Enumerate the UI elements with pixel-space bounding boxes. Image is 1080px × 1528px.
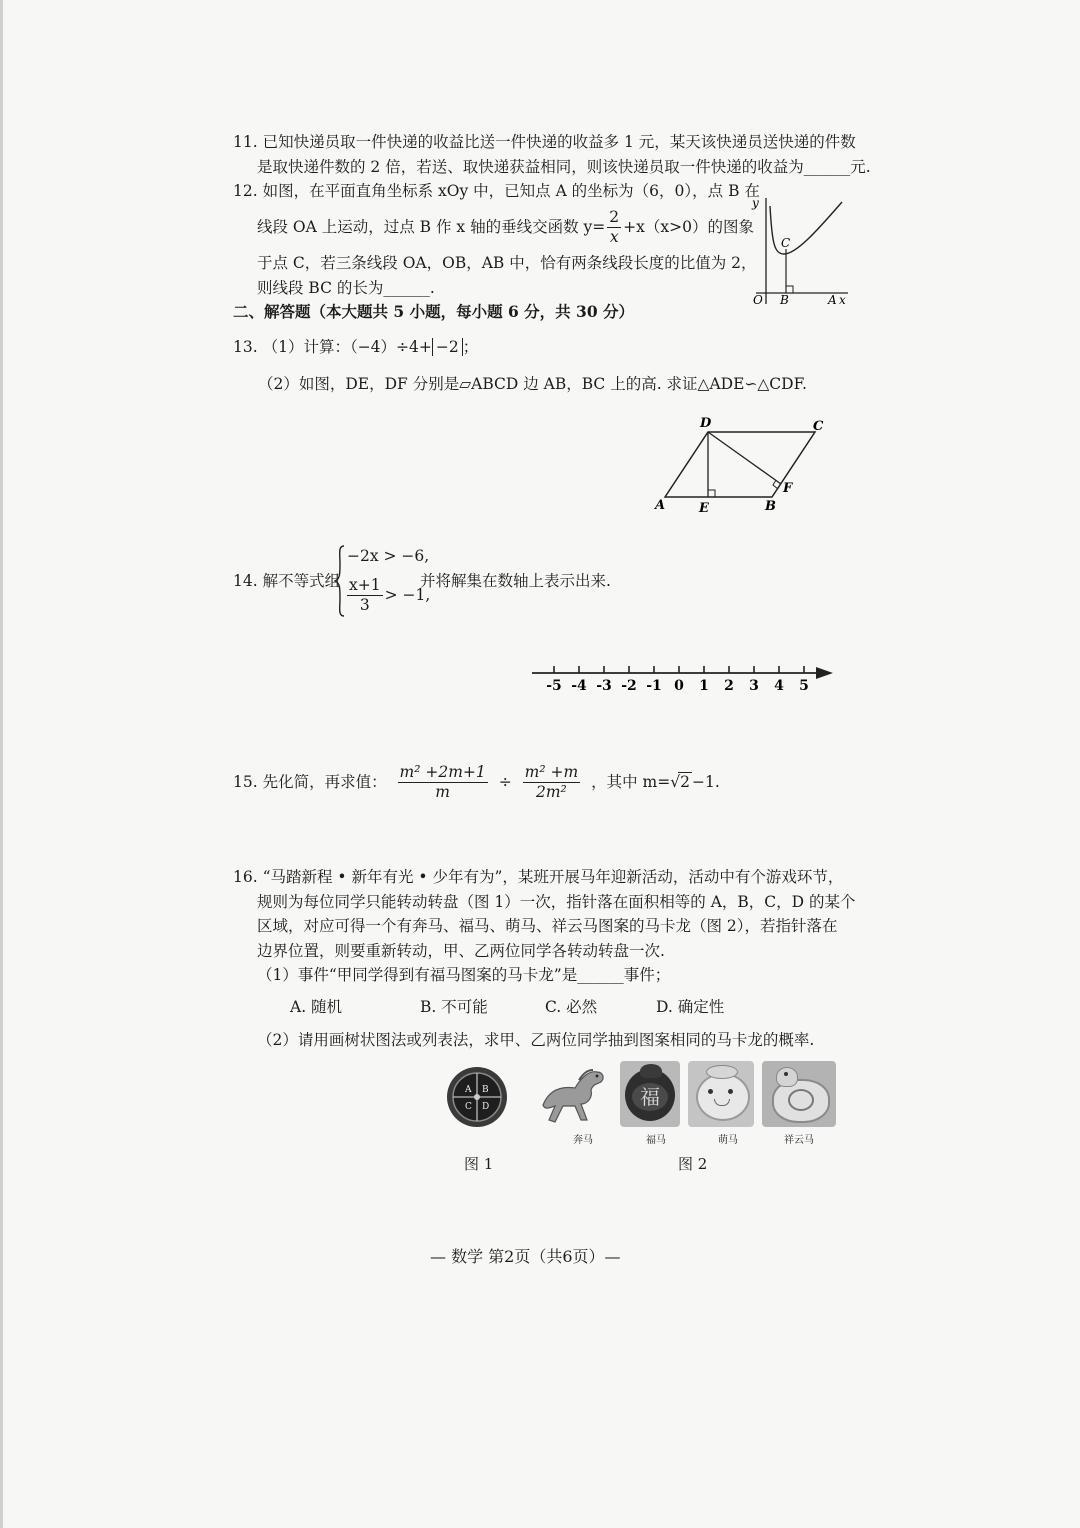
q15-f1-den: m	[435, 783, 450, 802]
q12-fraction	[607, 208, 621, 248]
q15-suffix: −1.	[691, 772, 720, 791]
label-a: A	[655, 498, 666, 513]
q12-graph	[748, 192, 852, 310]
q12-line1: 12. 如图，在平面直角坐标系 xOy 中，已知点 A 的坐标为（6，0），点 B 在	[233, 182, 760, 200]
q16-line3: 区域，对应可得一个有奔马、福马、萌马、祥云马图案的马卡龙（图 2），若指针落在	[257, 917, 838, 935]
q15-f2-num: m² +m	[523, 763, 581, 783]
number-line-label: -3	[596, 678, 612, 694]
q15-prefix: 15. 先化简，再求值：	[233, 772, 387, 791]
number-line-label: 3	[749, 678, 759, 694]
q14-ineq2-rest: > −1,	[384, 585, 431, 604]
q12-line2	[257, 208, 754, 248]
q13-part1	[233, 338, 478, 357]
q12-frac-den: x	[609, 228, 619, 247]
q14-frac-den: 3	[359, 596, 370, 615]
number-line-label: 5	[799, 678, 809, 694]
number-line-label: -1	[646, 678, 662, 694]
q15-sqrt-value: 2	[680, 772, 690, 791]
cute-horse-image	[688, 1061, 754, 1127]
graph-label-c: C	[781, 236, 791, 250]
parallelogram-abcd	[665, 432, 815, 497]
macaron-label-cute: 萌马	[718, 1135, 738, 1146]
number-line-label: 2	[724, 678, 734, 694]
galloping-horse-image	[535, 1060, 615, 1130]
graph-label-o: O	[753, 293, 763, 307]
page-footer: — 数学 第2页（共6页）—	[430, 1247, 621, 1266]
sqrt-sign: √	[670, 772, 681, 791]
graph-label-y: y	[752, 196, 759, 210]
macaron-label-fu: 福马	[646, 1135, 666, 1146]
q15-f1-num: m² +2m+1	[398, 763, 488, 783]
q15-expression	[233, 763, 720, 803]
spinner-label-d: D	[482, 1102, 490, 1112]
q13-part1-suffix: ；	[462, 338, 479, 356]
q12-line3: 于点 C，若三条线段 OA，OB，AB 中，恰有两条线段长度的比值为 2，	[257, 254, 757, 272]
fu-horse-image	[620, 1061, 680, 1127]
q14-inequality-1: −2x > −6,	[347, 547, 430, 565]
spinner-label-a: A	[465, 1085, 472, 1095]
q14-suffix: 并将解集在数轴上表示出来.	[420, 572, 611, 590]
right-angle-e	[708, 490, 715, 497]
figure-1-caption: 图 1	[464, 1155, 494, 1173]
q12-line2-b: +x（x>0）的图象	[623, 217, 754, 236]
q16-option-d: D. 确定性	[656, 998, 725, 1016]
page-edge	[0, 0, 3, 1528]
q15-divide: ÷	[498, 772, 512, 791]
q16-option-c: C. 必然	[545, 998, 598, 1016]
graph-label-b: B	[780, 293, 789, 307]
q16-part2: （2）请用画树状图法或列表法，求甲、乙两位同学抽到图案相同的马卡龙的概率.	[257, 1031, 815, 1049]
q16-line4: 边界位置，则要重新转动，甲、乙两位同学各转动转盘一次.	[257, 942, 665, 960]
q14-number-line	[526, 660, 842, 696]
number-line-label: 4	[774, 678, 784, 694]
q14-prefix: 14. 解不等式组	[233, 572, 341, 590]
q15-mid: ，其中 m=	[591, 772, 671, 791]
q13-parallelogram-figure	[650, 412, 840, 520]
number-line-arrow	[816, 667, 833, 679]
number-line-label: 1	[699, 678, 709, 694]
label-e: E	[699, 501, 709, 516]
q12-frac-num: 2	[607, 208, 621, 228]
q16-line1: 16. “马踏新程 • 新年有光 • 少年有为”，某班开展马年迎新活动，活动中有个游戏环节，	[233, 868, 844, 886]
q11-line2: 是取快递件数的 2 倍，若送、取快递获益相同，则该快递员取一件快递的收益为______元.	[257, 158, 871, 176]
section-heading: 二、解答题（本大题共 5 小题，每小题 6 分，共 30 分）	[233, 302, 635, 321]
q16-part1: （1）事件“甲同学得到有福马图案的马卡龙”是______事件；	[257, 966, 671, 984]
graph-label-x: x	[839, 293, 846, 307]
spinner-figure	[446, 1066, 508, 1128]
number-line-label: 0	[674, 678, 684, 694]
q13-abs-value: −2	[432, 338, 463, 356]
spinner-label-c: C	[465, 1102, 472, 1112]
q16-line2: 规则为每位同学只能转动转盘（图 1）一次，指针落在面积相等的 A，B，C，D 的某个	[257, 893, 856, 911]
q12-line2-a: 线段 OA 上运动，过点 B 作 x 轴的垂线交函数 y=	[257, 217, 606, 236]
q15-fraction-2	[523, 763, 581, 803]
q14-inequality-2	[345, 576, 430, 616]
label-f: F	[783, 481, 793, 496]
q13-part1-prefix: 13. （1）计算：（−4）÷4+	[233, 338, 432, 356]
q16-option-b: B. 不可能	[420, 998, 488, 1016]
altitude-df	[708, 432, 781, 484]
q11-line1: 11. 已知快递员取一件快递的收益比送一件快递的收益多 1 元，某天该快递员送快递的件数	[233, 133, 856, 151]
auspicious-cloud-horse-image	[762, 1061, 836, 1127]
number-line-label: -4	[571, 678, 587, 694]
label-d: D	[700, 416, 712, 431]
q14-frac-num: x+1	[347, 576, 383, 596]
fu-character: 福	[632, 1083, 668, 1111]
q16-option-a: A. 随机	[290, 998, 343, 1016]
q12-line4: 则线段 BC 的长为______.	[257, 279, 435, 297]
label-b: B	[765, 499, 776, 514]
spinner-pointer-hub	[474, 1094, 480, 1100]
macaron-label-galloping: 奔马	[573, 1135, 593, 1146]
number-line-label: -2	[621, 678, 637, 694]
q14-fraction	[347, 576, 383, 616]
figure-2-caption: 图 2	[678, 1155, 708, 1173]
q15-f2-den: 2m²	[536, 783, 567, 802]
number-line-label: -5	[546, 678, 562, 694]
spinner-label-b: B	[482, 1085, 489, 1095]
graph-label-a: A	[828, 293, 837, 307]
q13-part2: （2）如图，DE，DF 分别是▱ABCD 边 AB，BC 上的高. 求证△ADE∽△CDF.	[258, 375, 807, 393]
label-c: C	[813, 419, 824, 434]
right-angle-mark	[786, 286, 793, 293]
q15-fraction-1	[398, 763, 488, 803]
macaron-label-cloud: 祥云马	[784, 1135, 814, 1146]
